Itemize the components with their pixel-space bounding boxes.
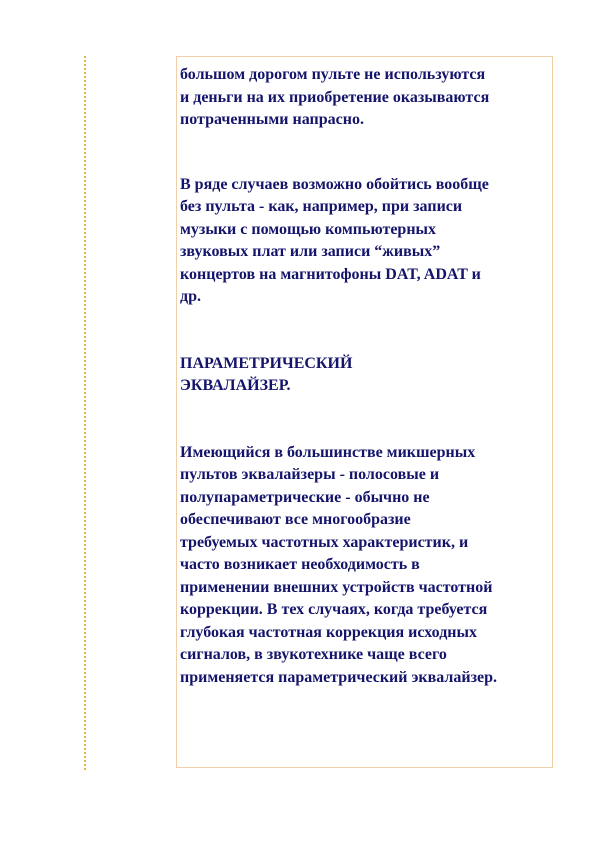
section-heading — [180, 353, 552, 398]
paragraph-3-line: полупараметрические - обычно не — [180, 488, 430, 506]
paragraph-3-line: обеспечивают все многообразие — [180, 511, 411, 528]
section-heading-line: ЭКВАЛАЙЗЕР. — [180, 377, 291, 394]
paragraph-1 — [180, 64, 552, 132]
paragraph-2 — [180, 174, 552, 309]
paragraph-2-line: концертов на магнитофоны DAT, ADAT и — [180, 265, 481, 283]
paragraph-2-line: звуковых плат или записи “живых” — [180, 243, 441, 260]
paragraph-1-line: большом дорогом пульте не используются — [180, 66, 486, 83]
paragraph-3-line: коррекции. В тех случаях, когда требуется — [180, 601, 488, 618]
paragraph-2-line: В ряде случаев возможно обойтись вообще — [180, 175, 489, 193]
paragraph-3-line: часто возникает необходимость в — [180, 556, 420, 573]
paragraph-3-line: требуемых частотных характеристик, и — [180, 533, 469, 551]
paragraph-3-line: пультов эквалайзеры - полосовые и — [180, 466, 440, 483]
paragraph-1-line: и деньги на их приобретение оказываются — [180, 88, 490, 106]
paragraph-3-line: Имеющийся в большинстве микшерных — [180, 443, 476, 461]
paragraph-3-line: применяется параметрический эквалайзер. — [180, 668, 498, 686]
paragraph-2-line: др. — [180, 288, 201, 305]
document-content — [180, 64, 552, 689]
paragraph-1-line: потраченными напрасно. — [180, 111, 364, 128]
margin-rule — [84, 56, 86, 770]
paragraph-3 — [180, 442, 552, 690]
paragraph-3-line: применении внешних устройств частотной — [180, 578, 493, 596]
section-heading-line: ПАРАМЕТРИЧЕСКИЙ — [180, 354, 353, 372]
paragraph-2-line: музыки с помощью компьютерных — [180, 220, 437, 238]
paragraph-3-line: сигналов, в звукотехнике чаще всего — [180, 646, 447, 663]
paragraph-2-line: без пульта - как, например, при записи — [180, 198, 463, 215]
paragraph-3-line: глубокая частотная коррекция исходных — [180, 623, 477, 641]
